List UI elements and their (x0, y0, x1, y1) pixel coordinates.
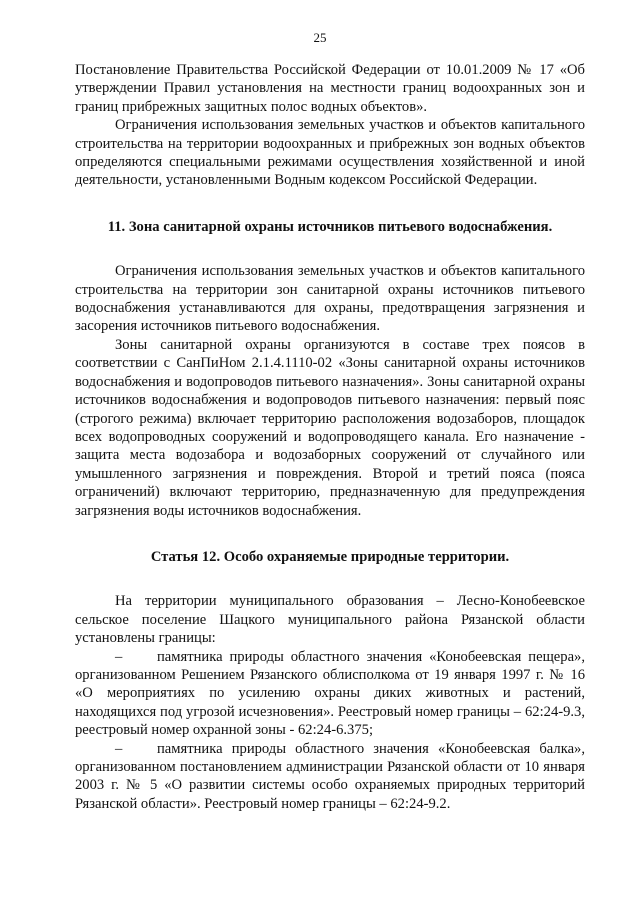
list-item (75, 648, 585, 740)
section-11-heading: 11. Зона санитарной охраны источников питьевого водоснабжения. (107, 218, 553, 235)
section-11-paragraph-2: Зоны санитарной охраны организуются в составе трех поясов в соответствии с СанПиНом 2.1.4.1110-02 «Зоны санитарной охраны источников водоснабжения и водопроводов питьевого назначения». Зоны санитарной охраны источников водоснабжения и водопроводов питьевого назначения: первый пояс (строгого режима) включает территорию расположения водозаборов, площадок всех водопроводных сооружений и водопроводящего канала. Его назначение - защита места водозабора и водозаборных сооружений от случайного или умышленного загрязнения и повреждения. Второй и третий пояса (пояса ограничений) включают территорию, предназначенную для предупреждения загрязнения воды источников водоснабжения. (75, 336, 585, 519)
list-item-text: памятника природы областного значения «Конобеевская пещера», организованном Решением Рязанского облисполкома от 19 января 1997 г. № 16 «О мероприятиях по усилению охраны диких животных и растений, находящихся под угрозой исчезновения». Реестровый номер границы – 62:24-9.3, реестровый номер охранной зоны - 62:24-6.375; (75, 648, 585, 739)
section-11-paragraph-1: Ограничения использования земельных участков и объектов капитального строительства на территории зон санитарной охраны источников питьевого водоснабжения устанавливаются для охраны, предотвращения загрязнения и засорения источников питьевого водоснабжения. (75, 263, 585, 335)
list-item-text: памятника природы областного значения «Конобеевская балка», организованном постановлением администрации Рязанской области от 10 января 2003 г. № 5 «О развитии системы особо охраняемых природных территорий Рязанской области». Реестровый номер границы – 62:24-9.2. (75, 740, 585, 812)
page-number: 25 (313, 30, 327, 45)
intro-paragraph-2: Ограничения использования земельных участков и объектов капитального строительства на территории водоохранных и прибрежных зон водных объектов определяются специальными режимами осуществления хозяйственной и иной деятельности, установленными Водным кодексом Российской Федерации. (75, 117, 585, 189)
intro-paragraph-1: Постановление Правительства Российской Федерации от 10.01.2009 № 17 «Об утверждении Правил установления на местности границ водоохранных зон и границ прибрежных защитных полос водных объектов». (75, 62, 585, 115)
list-dash: – (115, 740, 123, 757)
list-item (75, 740, 585, 814)
list-dash: – (115, 648, 123, 665)
article-12-paragraph-1: На территории муниципального образования – Лесно-Конобеевское сельское поселение Шацкого муниципального района Рязанской области установлены границы: (75, 593, 585, 647)
article-12-heading: Статья 12. Особо охраняемые природные территории. (150, 548, 510, 565)
page-content (75, 61, 585, 813)
